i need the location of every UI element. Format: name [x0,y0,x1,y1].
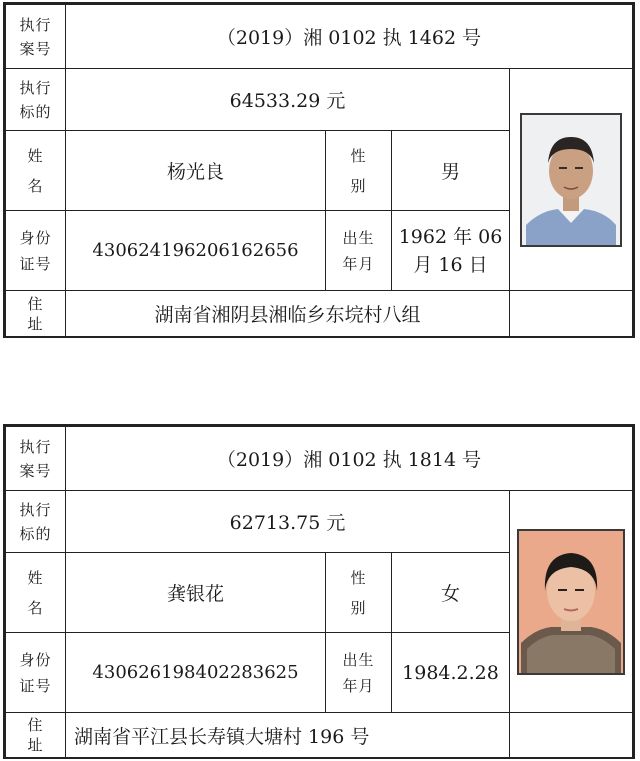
id-value: 430624196206162656 [66,211,326,291]
empty-cell [510,713,633,758]
birth-value: 1962 年 06 月 16 日 [392,211,510,291]
case-no-label: 执行 案号 [6,5,66,69]
amount-value: 64533.29 元 [66,69,510,131]
case-no-value: （2019）湘 0102 执 1814 号 [66,427,633,491]
address-value: 湖南省湘阴县湘临乡东垸村八组 [66,291,510,337]
id-label: 身份 证号 [6,633,66,713]
address-value: 湖南省平江县长寿镇大塘村 196 号 [66,713,510,758]
address-label: 住 址 [6,713,66,758]
name-label: 姓 名 [6,553,66,633]
record-card-1 [3,2,635,338]
birth-label: 出生 年月 [326,211,392,291]
name-value: 杨光良 [66,131,326,211]
photo-cell [510,491,633,713]
amount-label: 执行 标的 [6,491,66,553]
photo-cell [510,69,633,291]
empty-cell [510,291,633,337]
record-table [5,4,633,337]
name-value: 龚银花 [66,553,326,633]
gender-label: 性 别 [326,553,392,633]
record-card-2 [3,424,635,759]
record-table [5,426,633,758]
address-label: 住 址 [6,291,66,337]
amount-label: 执行 标的 [6,69,66,131]
id-value: 430626198402283625 [66,633,326,713]
id-label: 身份 证号 [6,211,66,291]
gender-label: 性 别 [326,131,392,211]
gender-value: 女 [392,553,510,633]
name-label: 姓 名 [6,131,66,211]
birth-value: 1984.2.28 [392,633,510,713]
portrait-photo [517,529,625,675]
case-no-label: 执行 案号 [6,427,66,491]
gender-value: 男 [392,131,510,211]
portrait-photo [520,113,622,247]
birth-label: 出生 年月 [326,633,392,713]
case-no-value: （2019）湘 0102 执 1462 号 [66,5,633,69]
amount-value: 62713.75 元 [66,491,510,553]
